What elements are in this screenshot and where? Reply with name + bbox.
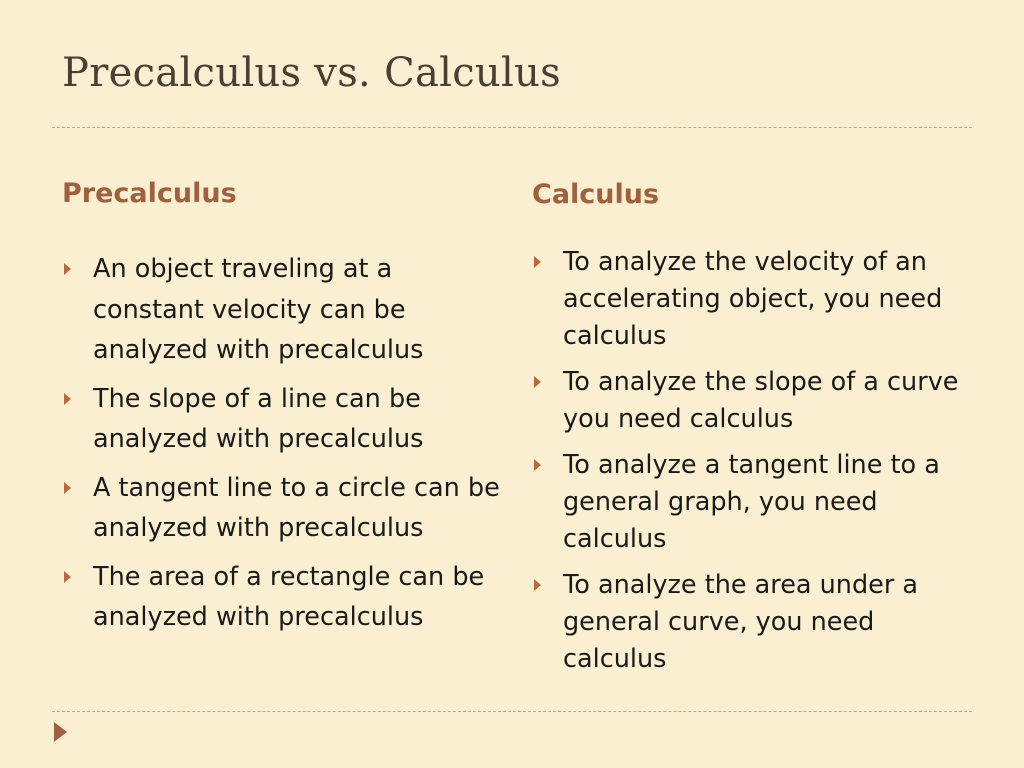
bullet-text: To analyze a tangent line to a general graph, you need calculus	[563, 450, 940, 554]
bullet-item	[62, 379, 502, 460]
right-bullet-list	[532, 244, 982, 687]
left-column-heading: Precalculus	[62, 178, 237, 209]
bottom-divider	[52, 711, 972, 712]
bullet-item	[62, 249, 502, 371]
bullet-item	[62, 557, 502, 638]
play-arrow-icon	[54, 722, 67, 742]
bullet-text: To analyze the slope of a curve you need calculus	[563, 367, 959, 434]
triangle-right-icon	[534, 256, 541, 268]
triangle-right-icon	[534, 459, 541, 471]
slide-title: Precalculus vs. Calculus	[62, 50, 561, 96]
triangle-right-icon	[64, 482, 71, 494]
bullet-text: To analyze the velocity of an accelerating object, you need calculus	[563, 247, 943, 351]
triangle-right-icon	[64, 263, 71, 275]
bullet-text: An object traveling at a constant velocity can be analyzed with precalculus	[93, 254, 424, 365]
bullet-item	[62, 468, 502, 549]
triangle-right-icon	[534, 376, 541, 388]
right-column-heading: Calculus	[532, 179, 660, 210]
bullet-item	[532, 244, 982, 355]
bullet-text: The area of a rectangle can be analyzed with precalculus	[93, 561, 485, 632]
triangle-right-icon	[534, 579, 541, 591]
left-bullet-list	[62, 249, 502, 646]
bullet-text: The slope of a line can be analyzed with precalculus	[93, 383, 424, 454]
triangle-right-icon	[64, 393, 71, 405]
bullet-text: To analyze the area under a general curve, you need calculus	[563, 570, 919, 674]
bullet-item	[532, 364, 982, 438]
bullet-text: A tangent line to a circle can be analyzed with precalculus	[93, 472, 500, 543]
bullet-item	[532, 567, 982, 678]
top-divider	[52, 127, 972, 128]
bullet-item	[532, 447, 982, 558]
triangle-right-icon	[64, 571, 71, 583]
